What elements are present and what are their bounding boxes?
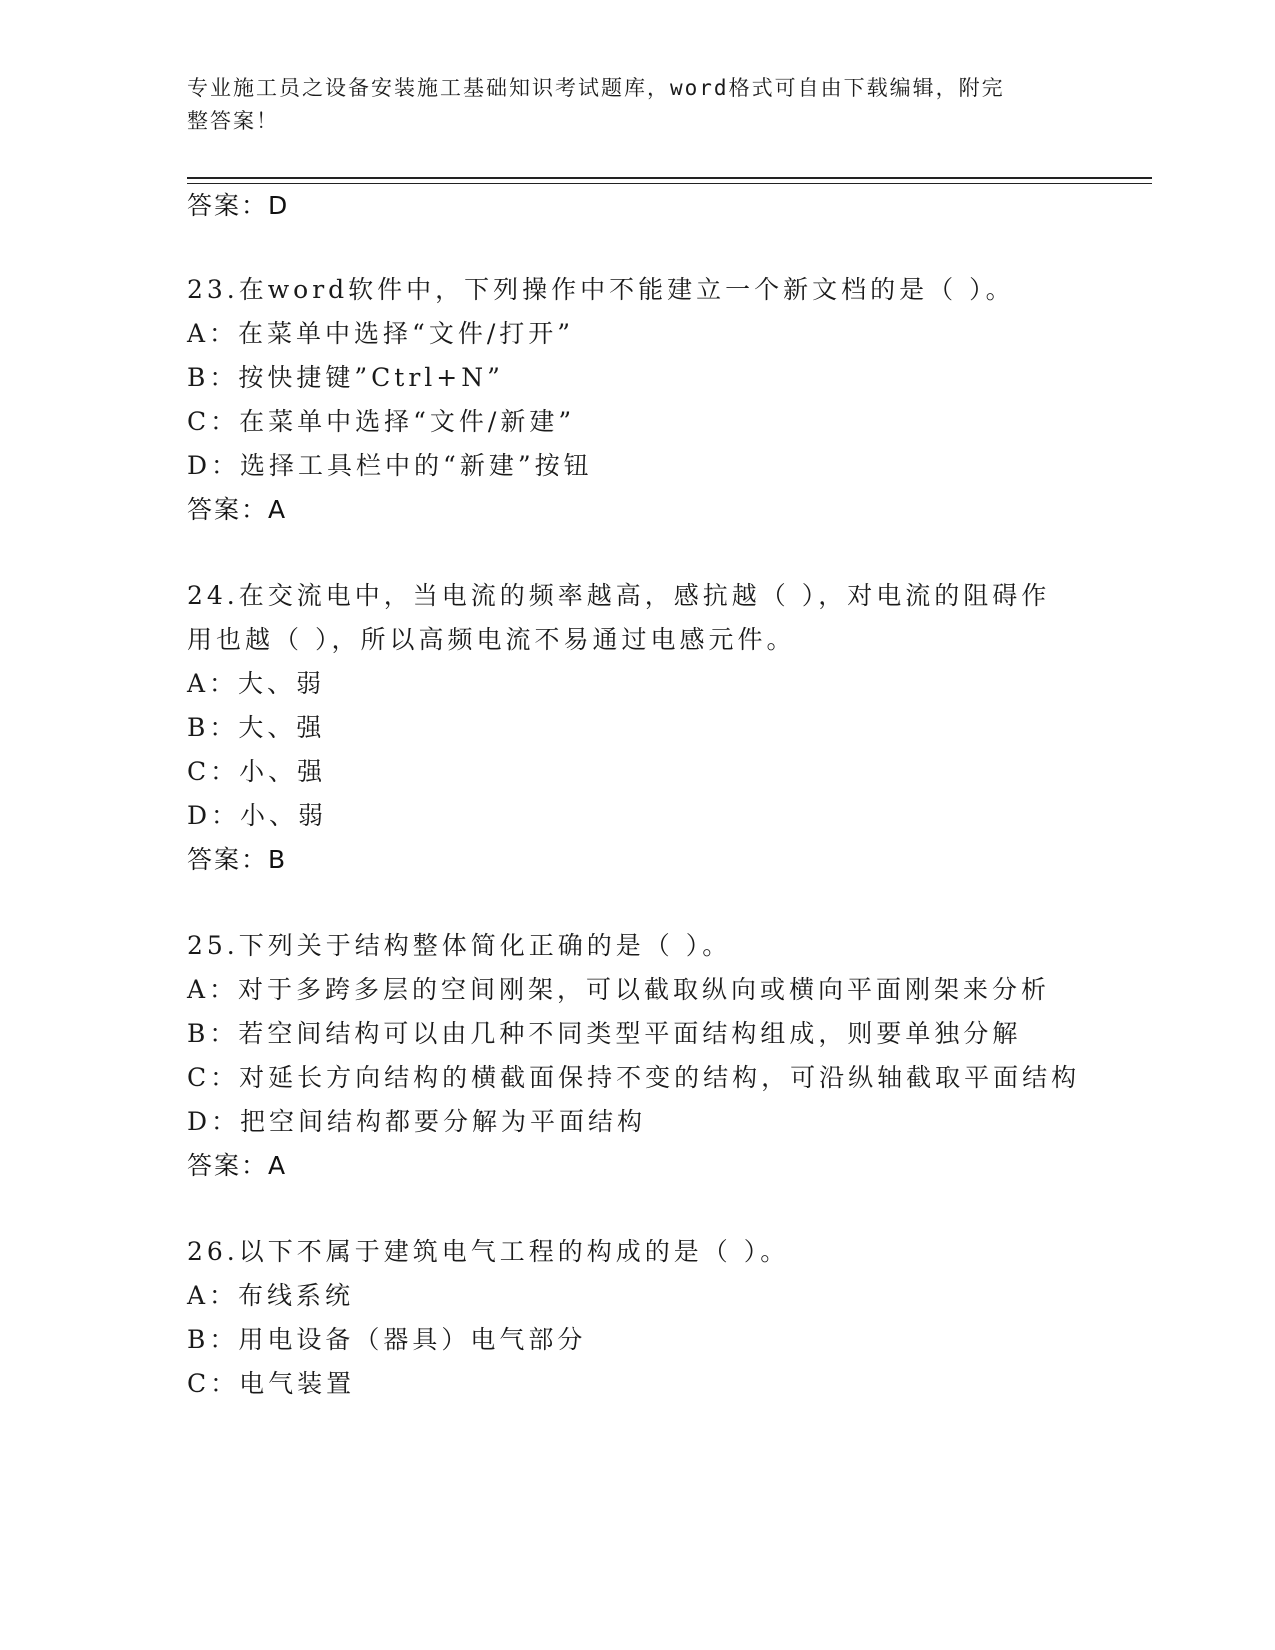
header-divider-thin [187, 183, 1152, 184]
document-header [187, 72, 1067, 138]
question-25-option-d: D：把空间结构都要分解为平面结构 [187, 1107, 647, 1136]
header-line-2: 整答案！ [187, 109, 279, 133]
question-24-stem-line-2: 用也越（ ），所以高频电流不易通过电感元件。 [187, 625, 796, 654]
question-23-answer: 答案：A [187, 495, 288, 524]
question-24-stem-line-1: 24.在交流电中，当电流的频率越高，感抗越（ ），对电流的阻碍作 [187, 581, 1051, 610]
question-24-answer: 答案：B [187, 845, 288, 874]
question-25-stem: 25.下列关于结构整体简化正确的是（ ）。 [187, 931, 732, 960]
question-24-option-d: D：小、弱 [187, 801, 328, 830]
question-26-option-b: B：用电设备（器具）电气部分 [187, 1325, 587, 1354]
header-line-1: 专业施工员之设备安装施工基础知识考试题库，word格式可自由下载编辑，附完 [187, 76, 1005, 100]
question-25-option-c: C：对延长方向结构的横截面保持不变的结构，可沿纵轴截取平面结构 [187, 1063, 1081, 1092]
question-24-option-a: A：大、弱 [187, 669, 326, 698]
question-24-option-b: B：大、强 [187, 713, 326, 742]
question-23-option-c: C：在菜单中选择“文件/新建” [187, 407, 576, 436]
header-divider-thick [187, 177, 1152, 179]
question-25-option-b: B：若空间结构可以由几种不同类型平面结构组成，则要单独分解 [187, 1019, 1022, 1048]
question-23-option-d: D：选择工具栏中的“新建”按钮 [187, 451, 593, 480]
question-25-answer: 答案：A [187, 1151, 288, 1180]
question-26-stem: 26.以下不属于建筑电气工程的构成的是（ ）。 [187, 1237, 790, 1266]
question-23-option-b: B：按快捷键”Ctrl+N” [187, 363, 504, 392]
question-23-option-a: A：在菜单中选择“文件/打开” [187, 319, 575, 348]
question-26-option-c: C：电气装置 [187, 1369, 356, 1398]
question-24-option-c: C：小、强 [187, 757, 327, 786]
previous-answer: 答案：D [187, 191, 290, 220]
question-23-stem: 23.在word软件中，下列操作中不能建立一个新文档的是（ ）。 [187, 275, 1015, 304]
question-26-option-a: A：布线系统 [187, 1281, 355, 1310]
question-25-option-a: A：对于多跨多层的空间刚架，可以截取纵向或横向平面刚架来分析 [187, 975, 1051, 1004]
